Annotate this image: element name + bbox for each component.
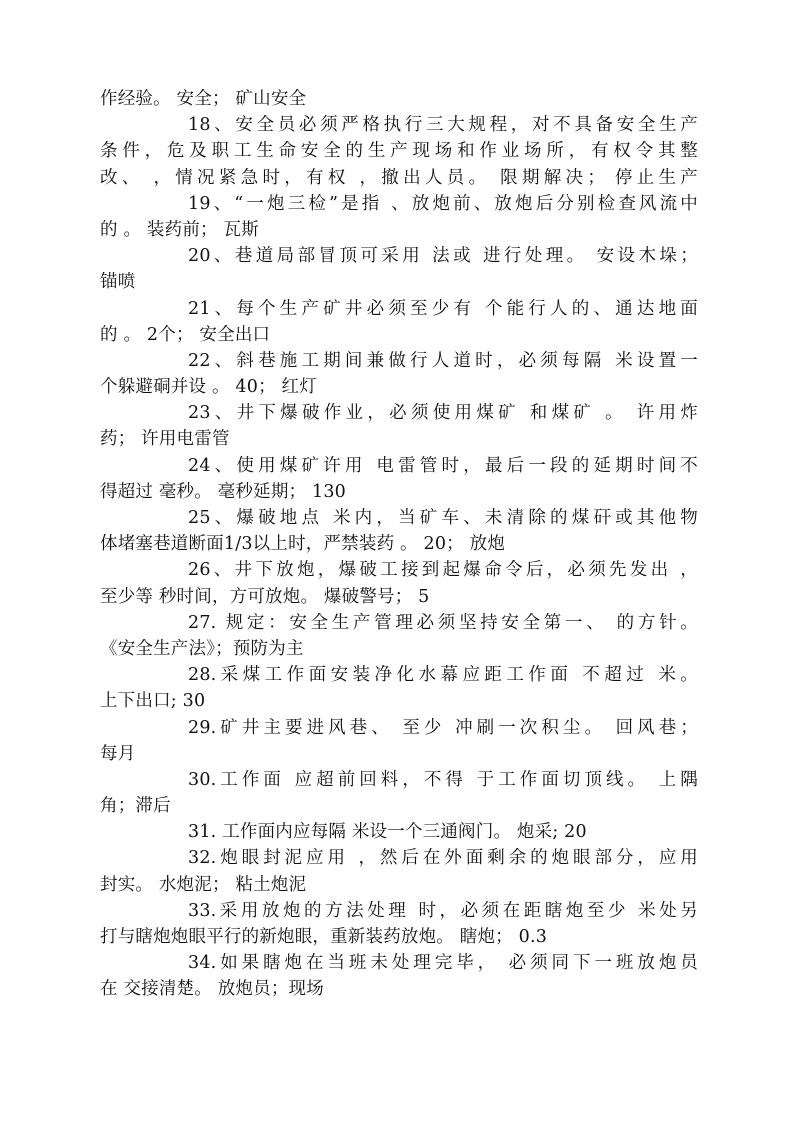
- document-page: [100, 86, 698, 1003]
- text-line: 锚喷: [100, 272, 136, 293]
- text-line: 每月: [100, 743, 136, 764]
- text-line: 的 。 装药前； 瓦斯: [100, 219, 259, 240]
- text-line: 打与瞎炮炮眼平行的新炮眼，重新装药放炮。 瞎炮； 0.3: [100, 927, 548, 947]
- text-line: 上下出口; 30: [100, 691, 206, 712]
- text-line: 27. 规定：安全生产管理必须坚持安全第一、 的方针。: [188, 612, 698, 633]
- text-line: 封实。 水炮泥； 粘土炮泥: [100, 874, 307, 895]
- text-line: 28.采煤工作面安装净化水幕应距工作面 不超过 米。: [188, 665, 698, 686]
- text-line: 19、“一炮三检”是指 、放炮前、放炮后分别检查风流中: [188, 193, 698, 214]
- text-line: 30.工作面 应超前回料，不得 于工作面切顶线。 上隅: [188, 769, 698, 790]
- text-line: 的 。 2个； 安全出口: [100, 324, 271, 345]
- text-line: 改、 ，情况紧急时，有权 ，撤出人员。 限期解决； 停止生产: [100, 167, 698, 188]
- text-line: 22、斜巷施工期间兼做行人道时，必须每隔 米设置一: [188, 350, 698, 371]
- text-line: 25、爆破地点 米内，当矿车、未清除的煤矸或其他物: [188, 508, 698, 528]
- text-line: 29.矿井主要进风巷、 至少 冲刷一次积尘。 回风巷；: [188, 717, 698, 738]
- text-line: 至少等 秒时间，方可放炮。 爆破警号； 5: [100, 586, 430, 607]
- text-line: 34.如果瞎炮在当班未处理完毕， 必须同下一班放炮员: [188, 953, 698, 974]
- text-line: 药； 许用电雷管: [100, 429, 230, 450]
- text-line: 个躲避硐并设 。 40； 红灯: [100, 377, 317, 398]
- text-line: 20、巷道局部冒顶可采用 法或 进行处理。 安设木垛；: [188, 246, 698, 267]
- text-line: 24、使用煤矿许用 电雷管时，最后一段的延期时间不: [188, 455, 698, 476]
- text-line: 21、每个生产矿井必须至少有 个能行人的、通达地面: [188, 298, 698, 319]
- text-line: 26、井下放炮，爆破工接到起爆命令后，必须先发出 ，: [188, 560, 698, 581]
- text-line: 33.采用放炮的方法处理 时，必须在距瞎炮至少 米处另: [188, 900, 698, 921]
- text-line: 18、安全员必须严格执行三大规程，对不具备安全生产: [188, 115, 698, 136]
- text-line: 31. 工作面内应每隔 米设一个三通阀门。 炮采; 20: [188, 822, 587, 843]
- document-body: [100, 86, 698, 1003]
- text-line: 在 交接清楚。 放炮员；现场: [100, 979, 324, 1000]
- text-line: 32.炮眼封泥应用 ，然后在外面剩余的炮眼部分，应用: [188, 848, 698, 869]
- text-line: 体堵塞巷道断面1/3以上时，严禁装药 。 20； 放炮: [100, 534, 506, 555]
- text-line: 作经验。 安全； 矿山安全: [100, 89, 307, 109]
- text-line: 《安全生产法》；预防为主: [100, 638, 304, 659]
- text-line: 角；滞后: [100, 796, 171, 817]
- text-line: 23、井下爆破作业，必须使用煤矿 和煤矿 。 许用炸: [188, 403, 698, 424]
- text-line: 得超过 毫秒。 毫秒延期； 130: [100, 481, 346, 502]
- text-line: 条件，危及职工生命安全的生产现场和作业场所，有权令其整: [100, 141, 698, 162]
